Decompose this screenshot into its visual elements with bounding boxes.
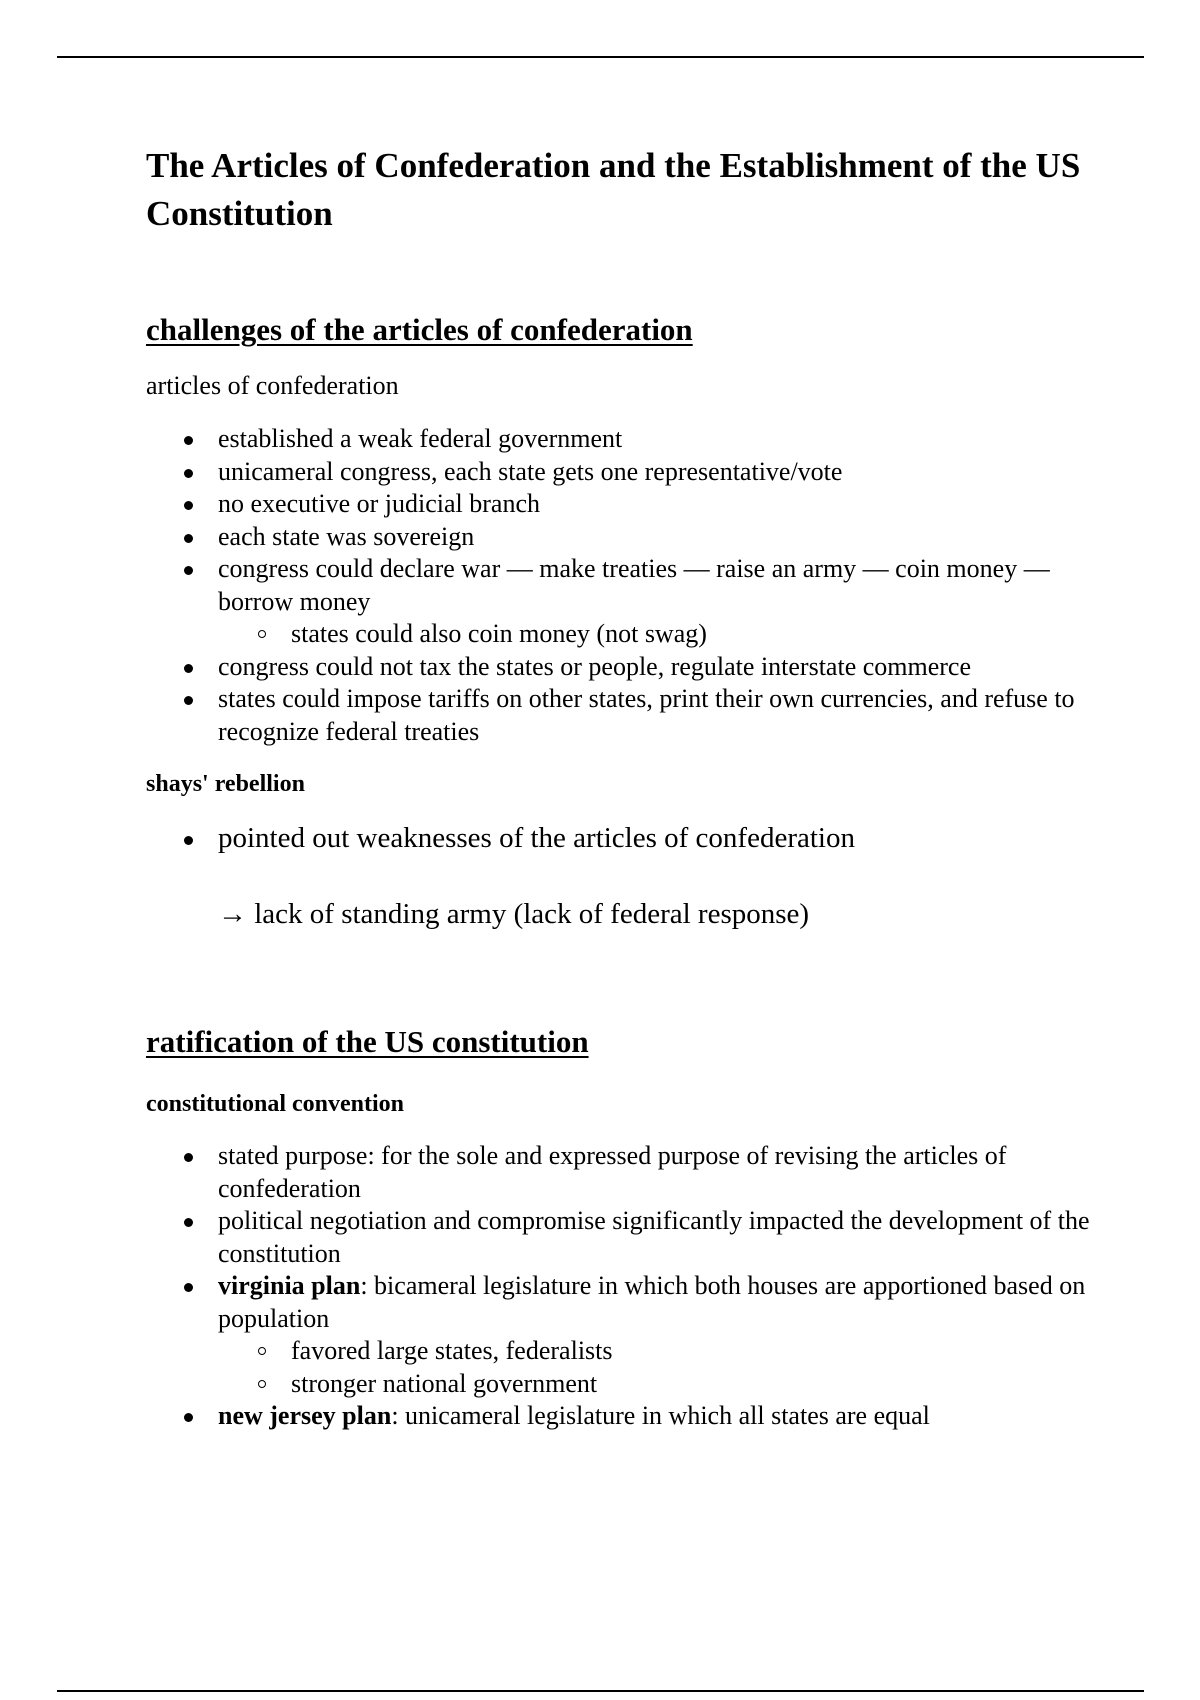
list-item: no executive or judicial branch [146,488,1096,521]
subheading-constitutional-convention: constitutional convention [146,1091,405,1117]
new-jersey-plan-text: : unicameral legislature in which all states are equal [391,1401,930,1430]
bottom-rule [57,1690,1144,1692]
section-heading-challenges: challenges of the articles of confederation [146,312,693,347]
sub-list-item: stronger national government [146,1368,1096,1401]
list-item: political negotiation and compromise significantly impacted the development of the constitution [146,1205,1096,1270]
sub-list-item: favored large states, federalists [146,1335,1096,1368]
arrow-note: → lack of standing army (lack of federal response) [218,898,810,930]
subheading-articles: articles of confederation [146,371,399,400]
virginia-plan-text: : bicameral legislature in which both houses are apportioned based on population [218,1271,1086,1333]
list-item: states could impose tariffs on other states, print their own currencies, and refuse to recognize federal treaties [146,683,1096,748]
document-title: The Articles of Confederation and the Establishment of the US Constitution [146,146,1081,233]
list-item: congress could not tax the states or people, regulate interstate commerce [146,651,1096,684]
sub-list-item: states could also coin money (not swag) [146,618,1096,651]
list-item: stated purpose: for the sole and expressed purpose of revising the articles of confederation [146,1140,1096,1205]
articles-bullet-list [146,423,1096,748]
shays-bullet-list [146,818,1096,858]
list-item: unicameral congress, each state gets one representative/vote [146,456,1096,489]
top-rule [57,56,1144,58]
new-jersey-plan-term: new jersey plan [218,1401,392,1430]
document-body [146,142,1096,1433]
list-item: each state was sovereign [146,521,1096,554]
section-heading-ratification: ratification of the US constitution [146,1024,589,1059]
list-item: established a weak federal government [146,423,1096,456]
list-item-virginia-plan [146,1270,1096,1335]
list-item-new-jersey-plan [146,1400,1096,1433]
virginia-plan-term: virginia plan [218,1271,361,1300]
list-item: pointed out weaknesses of the articles of confederation [146,818,1096,858]
subheading-shays-rebellion: shays' rebellion [146,771,305,797]
list-item: congress could declare war — make treaties — raise an army — coin money — borrow money [146,553,1096,618]
convention-bullet-list [146,1140,1096,1433]
